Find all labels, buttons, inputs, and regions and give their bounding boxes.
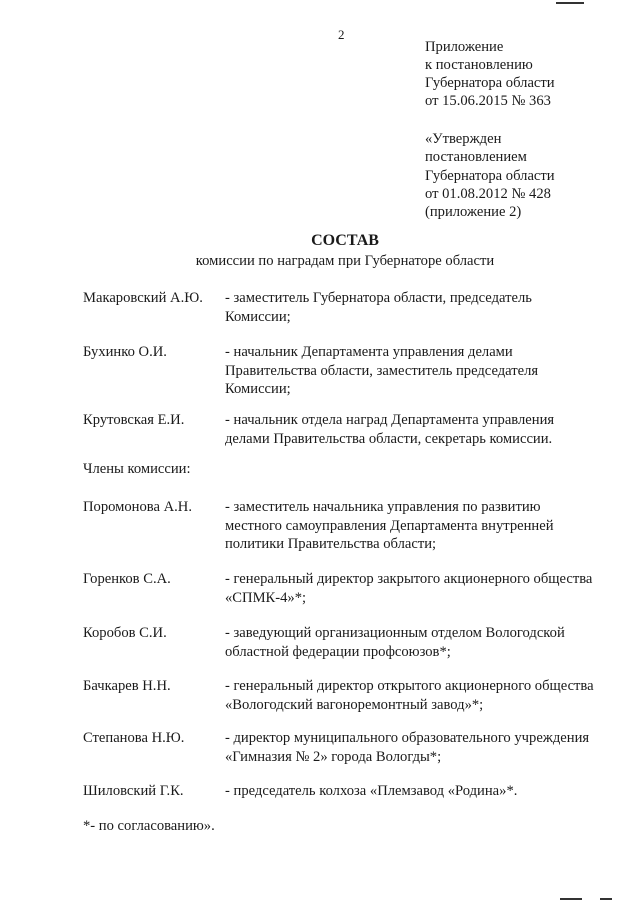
role-line: - заместитель Губернатора области, председатель [225, 290, 532, 306]
role-line: - заведующий организационным отделом Вологодской [225, 625, 565, 641]
role-line: - начальник Департамента управления делами [225, 344, 513, 360]
role-line: областной федерации профсоюзов*; [225, 643, 451, 660]
approved-line: от 01.08.2012 № 428 [425, 185, 551, 202]
member-name: Бухинко О.И. [83, 344, 167, 360]
approved-line: постановлением [425, 149, 527, 166]
member-name: Горенков С.А. [83, 571, 171, 587]
role-line: - председатель колхоза «Племзавод «Родина»*. [225, 783, 518, 799]
member-name: Поромонова А.Н. [83, 499, 192, 515]
role-line: - генеральный директор открытого акционерного общества [225, 678, 594, 694]
appendix-line: Приложение [425, 39, 504, 55]
role-line: местного самоуправления Департамента внутренней [225, 517, 554, 534]
role-line: - заместитель начальника управления по развитию [225, 499, 541, 515]
approved-block [425, 130, 555, 221]
member-name: Степанова Н.Ю. [83, 730, 185, 746]
member-role [225, 729, 589, 766]
role-line: Комиссии; [225, 381, 291, 397]
document-subtitle: комиссии по наградам при Губернаторе области [195, 253, 495, 269]
member-role [225, 343, 538, 399]
role-line: Правительства области, заместитель председателя [225, 362, 539, 379]
member-name: Шиловский Г.К. [83, 783, 184, 799]
member-role [225, 677, 594, 714]
role-line: - директор муниципального образовательного учреждения [225, 730, 590, 746]
appendix-block [425, 38, 555, 110]
role-line: - генеральный директор закрытого акционерного общества [225, 571, 593, 587]
member-role [225, 289, 532, 326]
member-role [225, 411, 554, 448]
members-label: Члены комиссии: [83, 461, 191, 477]
member-role [225, 570, 592, 607]
approved-line: «Утвержден [425, 131, 502, 147]
role-line: «Вологодский вагоноремонтный завод»*; [225, 696, 484, 713]
member-role [225, 782, 517, 801]
member-role [225, 498, 554, 554]
member-name: Крутовская Е.И. [83, 412, 185, 428]
appendix-line: от 15.06.2015 № 363 [425, 93, 551, 109]
member-name: Коробов С.И. [83, 625, 167, 641]
member-role [225, 624, 565, 661]
role-line: делами Правительства области, секретарь комиссии. [225, 430, 553, 447]
scan-mark-top [556, 2, 584, 4]
role-line: «СПМК-4»*; [225, 589, 307, 606]
member-name: Бачкарев Н.Н. [83, 678, 171, 694]
role-line: - начальник отдела наград Департамента управления [225, 412, 555, 428]
approved-line: (приложение 2) [425, 204, 522, 221]
role-line: политики Правительства области; [225, 536, 437, 552]
footnote: *- по согласованию». [83, 818, 215, 834]
member-name: Макаровский А.Ю. [83, 290, 203, 306]
page-number: 2 [338, 27, 345, 42]
approved-line: Губернатора области [425, 167, 555, 184]
document-title: СОСТАВ [311, 232, 379, 249]
scan-mark-bottom-right [600, 898, 612, 900]
appendix-line: к постановлению [425, 57, 533, 73]
scan-mark-bottom [560, 898, 582, 900]
role-line: Комиссии; [225, 308, 291, 325]
role-line: «Гимназия № 2» города Вологды*; [225, 748, 442, 765]
appendix-line: Губернатора области [425, 75, 555, 91]
